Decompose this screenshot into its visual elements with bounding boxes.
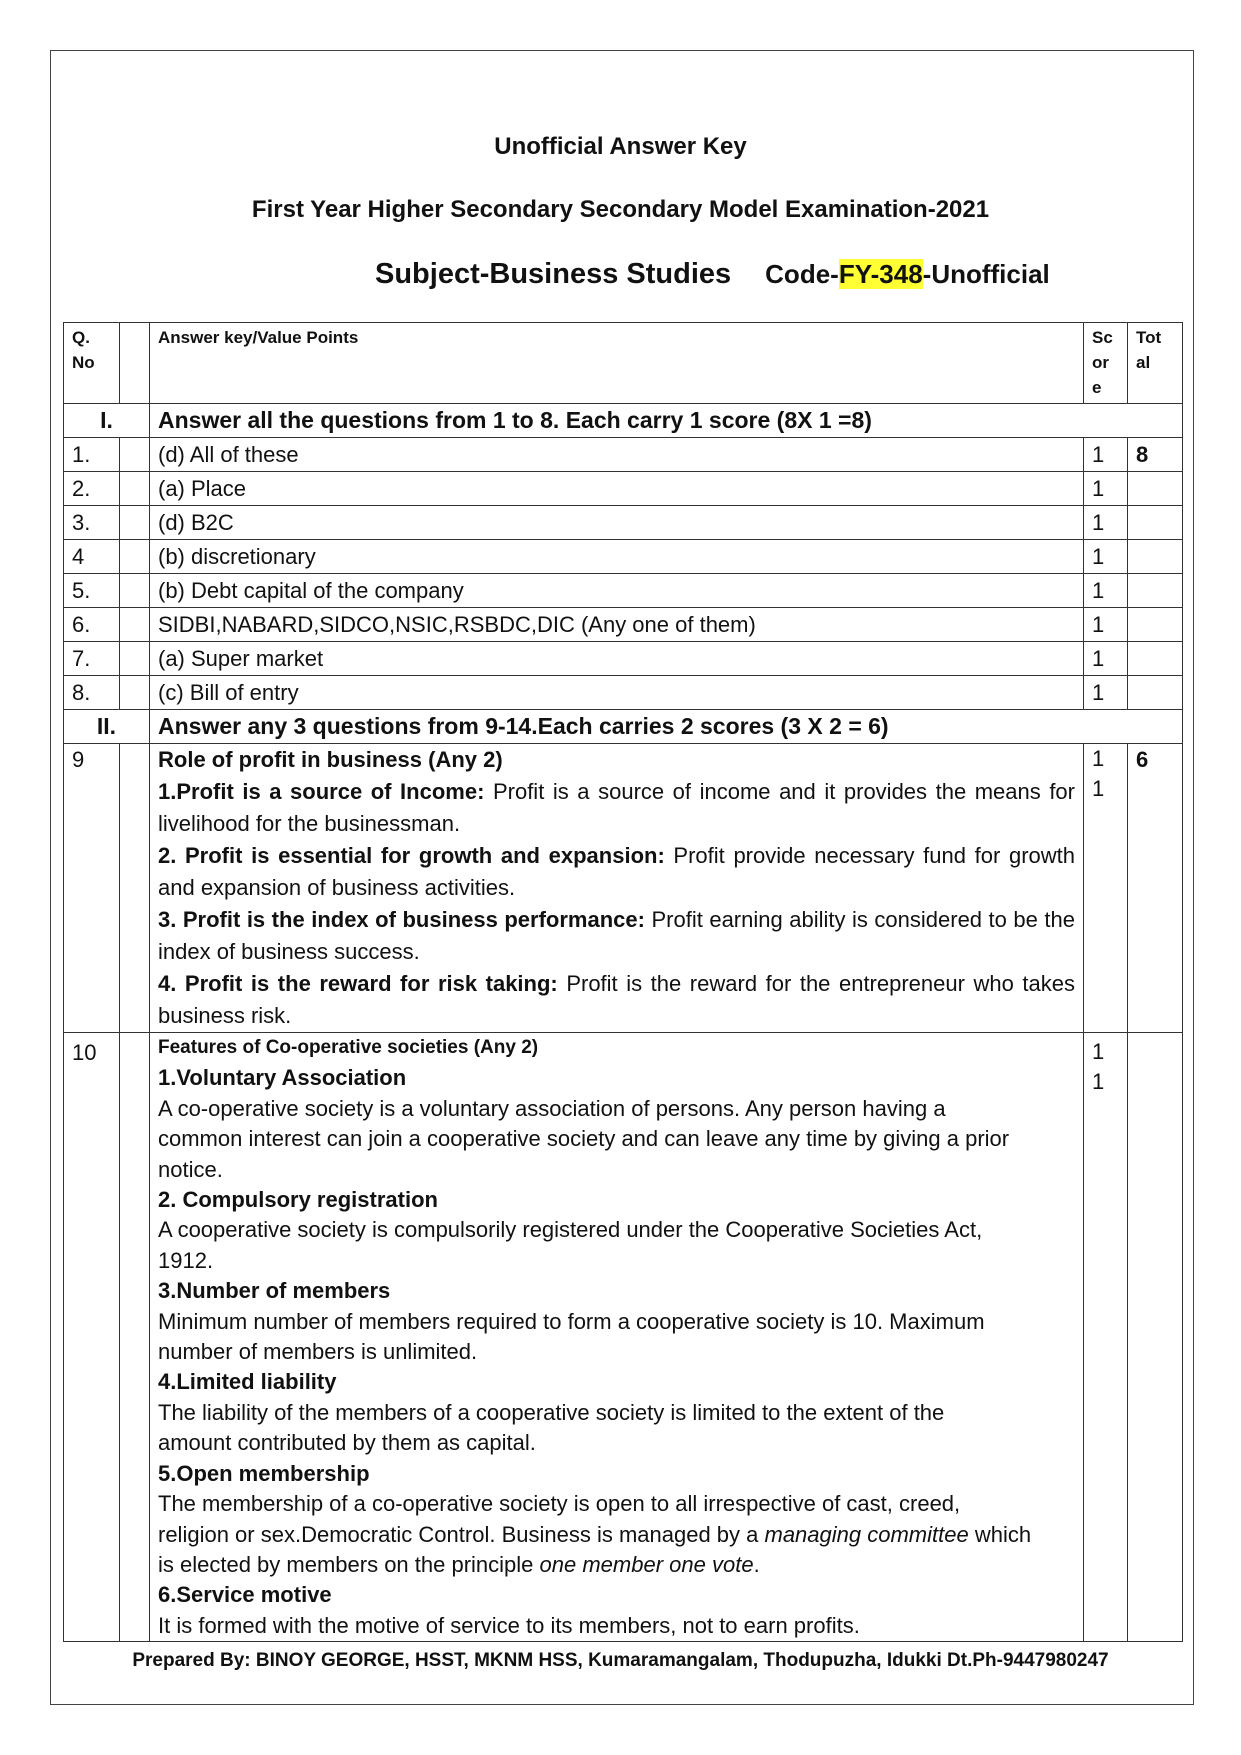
header-answer: Answer key/Value Points xyxy=(150,323,1084,404)
q10-text: It is formed with the motive of service to its members, not to earn profits. xyxy=(158,1612,860,1638)
score-cell: 1 xyxy=(1084,438,1128,472)
total-cell xyxy=(1128,506,1183,540)
gap-cell xyxy=(120,574,150,608)
answer-cell: (d) B2C xyxy=(150,506,1084,540)
q10-point-heading: 4.Limited liability xyxy=(158,1369,337,1395)
section-instruction: Answer any 3 questions from 9-14.Each carries 2 scores (3 X 2 = 6) xyxy=(150,710,1183,744)
q10-text: 1912. xyxy=(158,1247,214,1273)
code-highlight: FY-348 xyxy=(838,259,923,289)
q9-point: 4. Profit is the reward for risk taking: Profit is the reward for the entrepreneur who takes business risk. xyxy=(158,971,1076,1028)
exam-title: First Year Higher Secondary Secondary Model Examination-2021 xyxy=(251,196,990,223)
q10-text: The membership of a co-operative society is open to all irrespective of cast, creed, xyxy=(158,1491,961,1517)
score-cell: 1 xyxy=(1084,574,1128,608)
table-row xyxy=(64,642,1183,676)
q9-point: 3. Profit is the index of business performance: Profit earning ability is considered to be the index of business success. xyxy=(158,907,1075,964)
qno-cell: 5. xyxy=(64,574,120,608)
paper-code: Code-FY-348-Unofficial xyxy=(765,259,1050,289)
total-cell xyxy=(1128,608,1183,642)
table-header-row xyxy=(64,323,1183,404)
answer-cell: (c) Bill of entry xyxy=(150,676,1084,710)
table-row xyxy=(64,540,1183,574)
gap-cell xyxy=(120,1033,150,1642)
subject-title: Subject-Business Studies xyxy=(375,258,732,290)
score-cell: 1 xyxy=(1084,540,1128,574)
q9-title: Role of profit in business (Any 2) xyxy=(158,747,503,772)
section-numeral: I. xyxy=(64,404,150,438)
q10-text: is elected by members on the principle one member one vote. xyxy=(158,1551,760,1577)
answer-cell: SIDBI,NABARD,SIDCO,NSIC,RSBDC,DIC (Any one of them) xyxy=(150,608,1084,642)
subject-line xyxy=(375,258,1050,291)
q10-text: common interest can join a cooperative society and can leave any time by giving a prior xyxy=(158,1126,1010,1152)
table-row xyxy=(64,608,1183,642)
header-qno: Q. No xyxy=(64,323,120,404)
question-10-row xyxy=(64,1033,1183,1642)
qno-cell: 7. xyxy=(64,642,120,676)
q10-point-heading: 1.Voluntary Association xyxy=(158,1065,407,1091)
q10-point-heading: 5.Open membership xyxy=(158,1460,370,1486)
gap-cell xyxy=(120,642,150,676)
q10-point-heading: 3.Number of members xyxy=(158,1278,391,1304)
gap-cell xyxy=(120,744,150,1033)
header-score: Sc or e xyxy=(1084,323,1128,404)
answer-key-table xyxy=(63,322,1183,1642)
q9-point: 2. Profit is essential for growth and expansion: Profit provide necessary fund for growth and expansion of business activities. xyxy=(158,843,1076,900)
total-cell: 8 xyxy=(1128,438,1183,472)
answer-cell: (a) Place xyxy=(150,472,1084,506)
total-cell xyxy=(1128,540,1183,574)
q9-answer xyxy=(150,744,1084,1033)
table-row xyxy=(64,506,1183,540)
score-cell: 1 xyxy=(1084,506,1128,540)
section-row xyxy=(64,710,1183,744)
answer-cell: (a) Super market xyxy=(150,642,1084,676)
qno-cell: 3. xyxy=(64,506,120,540)
page-title: Unofficial Answer Key xyxy=(494,133,747,160)
total-cell xyxy=(1128,574,1183,608)
header-total: Tot al xyxy=(1128,323,1183,404)
q10-point-heading: 6.Service motive xyxy=(158,1582,332,1608)
score-cell: 1 xyxy=(1084,642,1128,676)
gap-cell xyxy=(120,472,150,506)
qno-cell: 2. xyxy=(64,472,120,506)
section-row xyxy=(64,404,1183,438)
score-cell: 1 xyxy=(1084,676,1128,710)
q10-answer xyxy=(150,1033,1084,1642)
table-row xyxy=(64,676,1183,710)
q10-text: notice. xyxy=(158,1156,223,1182)
q10-text: A cooperative society is compulsorily registered under the Cooperative Societies Act, xyxy=(158,1217,983,1243)
q10-text: number of members is unlimited. xyxy=(158,1339,478,1365)
q10-text: Minimum number of members required to form a cooperative society is 10. Maximum xyxy=(158,1308,985,1334)
gap-cell xyxy=(120,438,150,472)
total-cell xyxy=(1128,642,1183,676)
q9-point: 1.Profit is a source of Income: Profit is a source of income and it provides the means for livelihood for the businessman. xyxy=(158,779,1075,836)
q10-title: Features of Co-operative societies (Any 2) xyxy=(158,1037,539,1058)
total-cell xyxy=(1128,676,1183,710)
section-numeral: II. xyxy=(64,710,150,744)
q10-text: The liability of the members of a cooperative society is limited to the extent of the xyxy=(158,1399,945,1425)
q10-text: amount contributed by them as capital. xyxy=(158,1430,536,1456)
score-cell: 1 xyxy=(1084,472,1128,506)
total-cell xyxy=(1128,472,1183,506)
score-cell: 1 1 xyxy=(1084,744,1128,1033)
score-cell: 1 1 xyxy=(1084,1033,1128,1642)
total-cell xyxy=(1128,1033,1183,1642)
gap-cell xyxy=(120,676,150,710)
gap-cell xyxy=(120,540,150,574)
answer-cell: (b) discretionary xyxy=(150,540,1084,574)
gap-cell xyxy=(120,506,150,540)
q10-text: religion or sex.Democratic Control. Business is managed by a managing committee which xyxy=(158,1521,1032,1547)
qno-cell: 1. xyxy=(64,438,120,472)
qno-cell: 8. xyxy=(64,676,120,710)
table-row xyxy=(64,472,1183,506)
q10-text: A co-operative society is a voluntary association of persons. Any person having a xyxy=(158,1095,946,1121)
q10-point-heading: 2. Compulsory registration xyxy=(158,1187,438,1213)
header-gap xyxy=(120,323,150,404)
answer-cell: (b) Debt capital of the company xyxy=(150,574,1084,608)
section-instruction: Answer all the questions from 1 to 8. Each carry 1 score (8X 1 =8) xyxy=(150,404,1183,438)
qno-cell: 9 xyxy=(64,744,120,1033)
table-row xyxy=(64,574,1183,608)
score-cell: 1 xyxy=(1084,608,1128,642)
qno-cell: 10 xyxy=(64,1033,120,1642)
gap-cell xyxy=(120,608,150,642)
total-cell: 6 xyxy=(1128,744,1183,1033)
footer-credit: Prepared By: BINOY GEORGE, HSST, MKNM HSS, Kumaramangalam, Thodupuzha, Idukki Dt.Ph-9447980247 xyxy=(132,1650,1109,1671)
answer-cell: (d) All of these xyxy=(150,438,1084,472)
question-9-row xyxy=(64,744,1183,1033)
qno-cell: 4 xyxy=(64,540,120,574)
qno-cell: 6. xyxy=(64,608,120,642)
table-row xyxy=(64,438,1183,472)
